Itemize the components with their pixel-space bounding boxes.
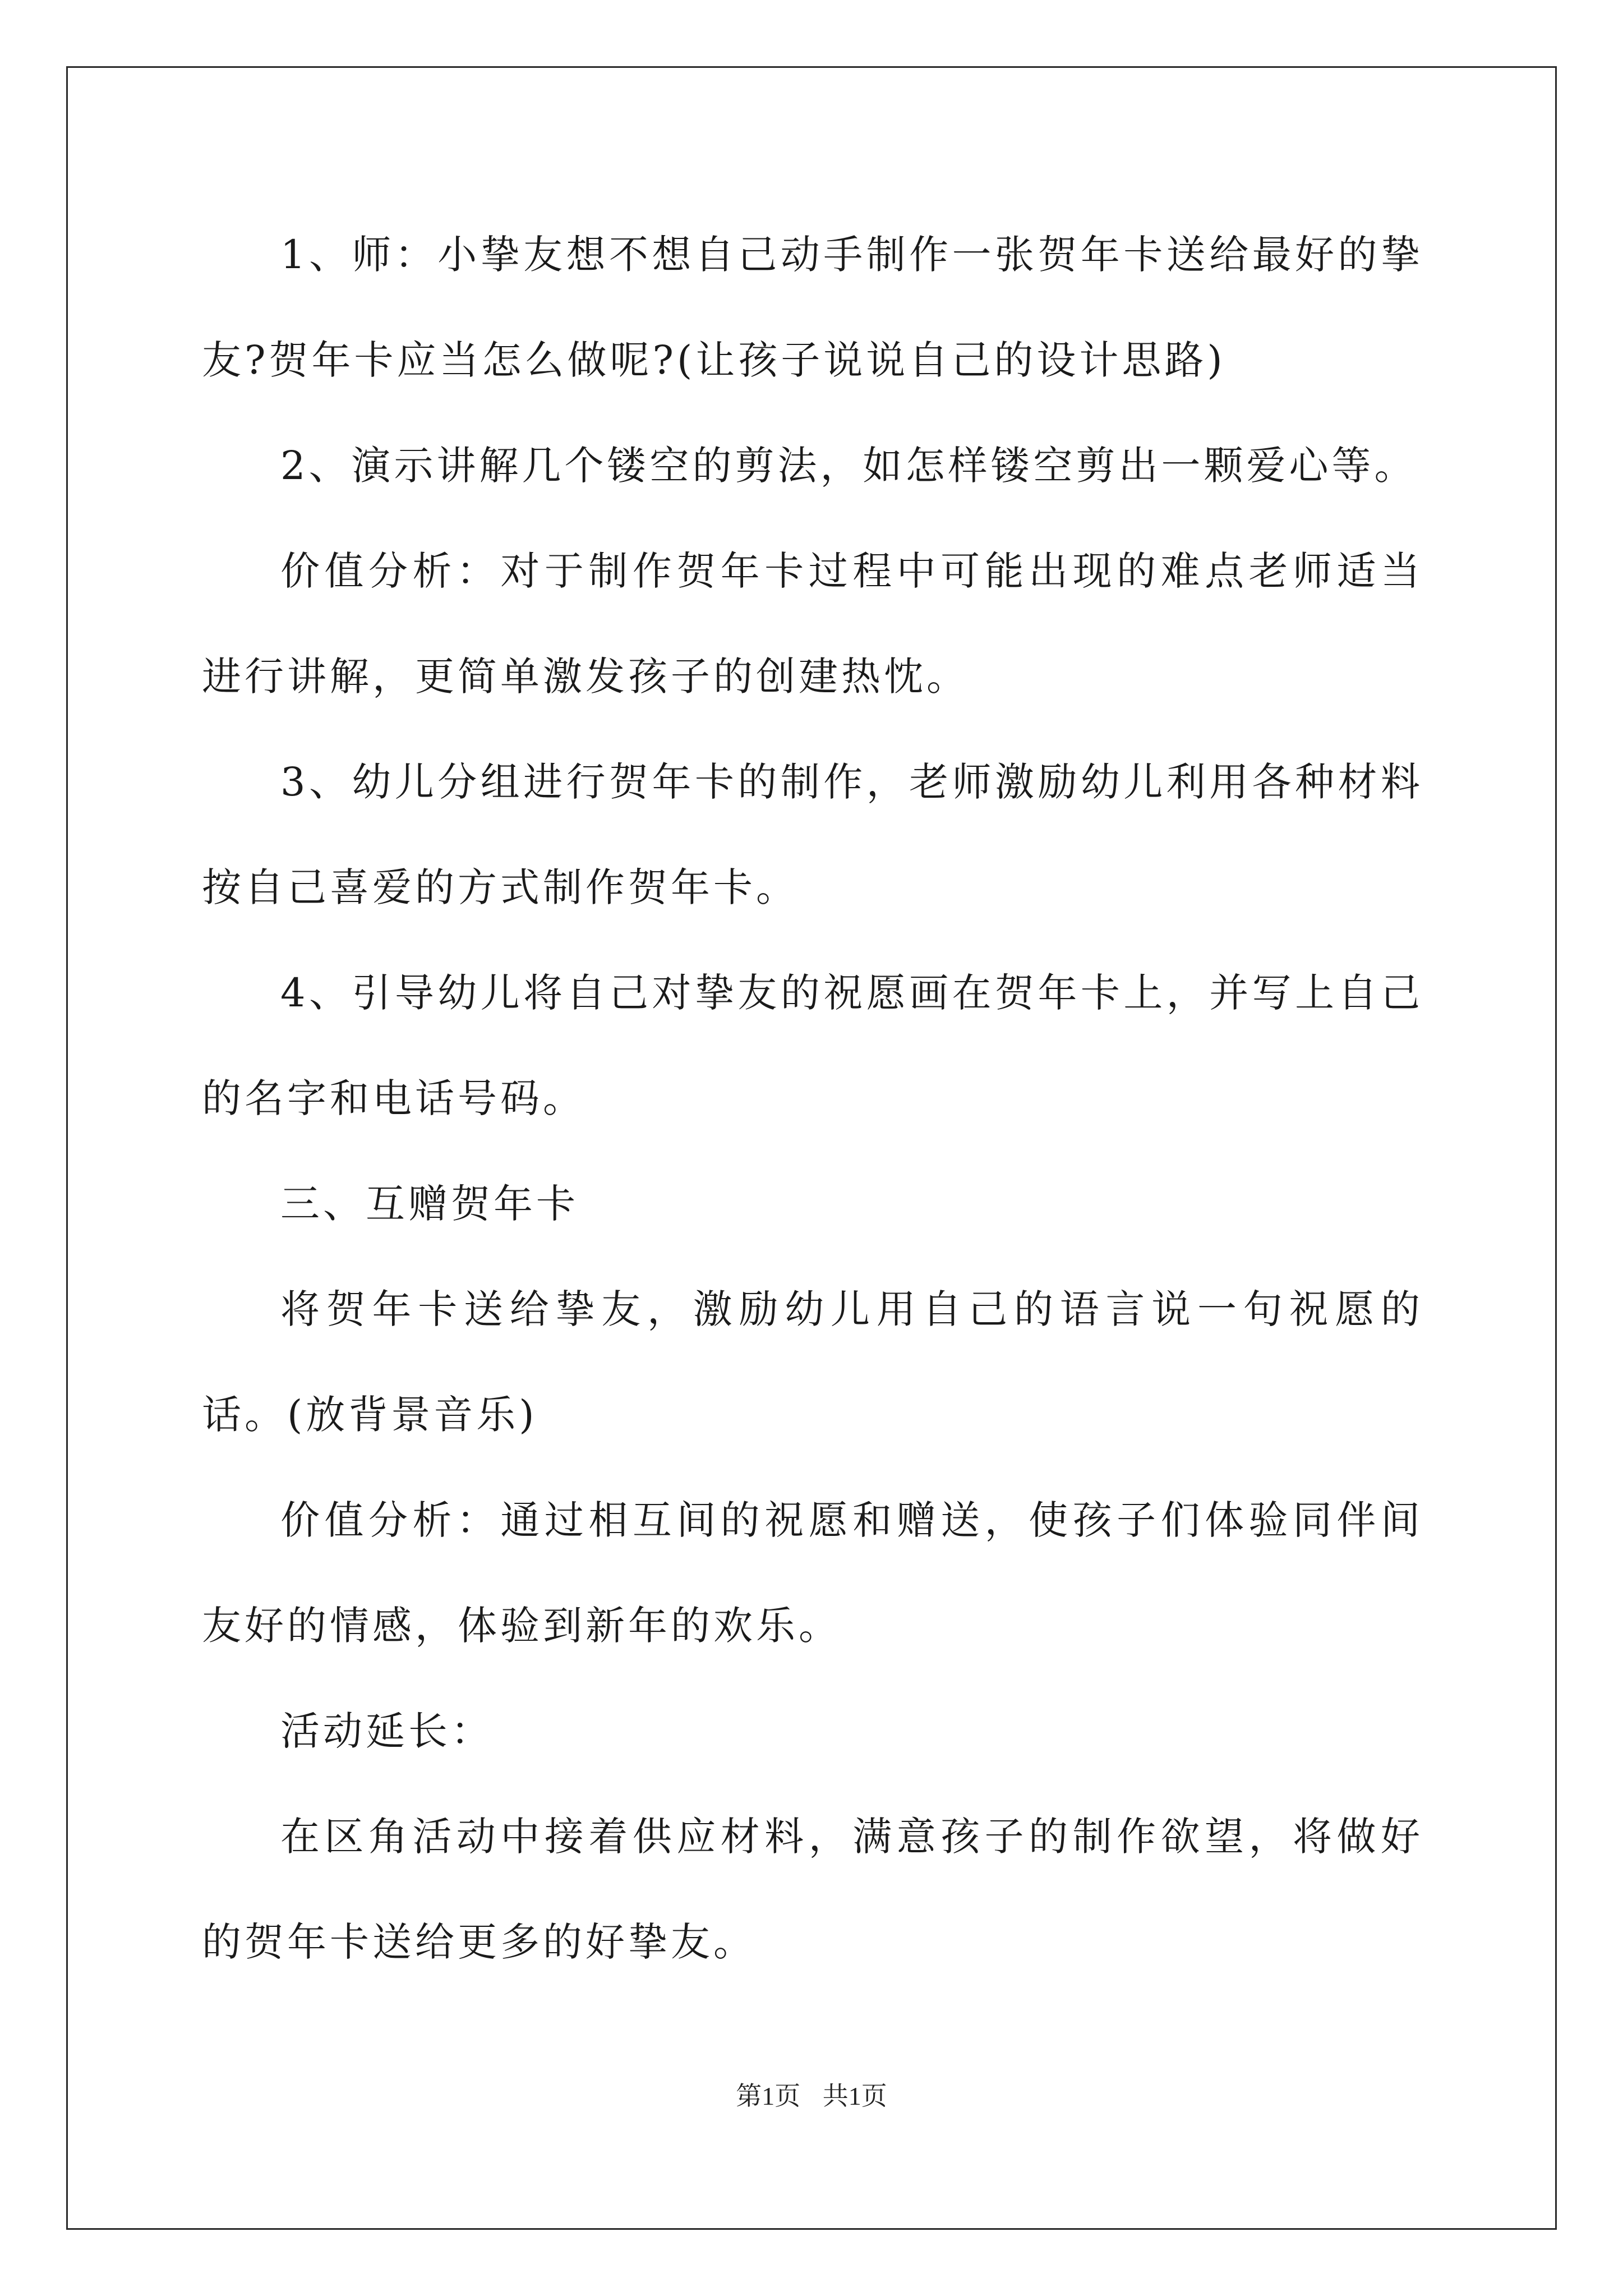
paragraph-2: 2、演示讲解几个镂空的剪法，如怎样镂空剪出一颗爱心等。 [280, 443, 1417, 489]
page-footer [0, 2076, 1623, 2113]
document-body [202, 202, 1423, 1995]
section-heading: 三、互赠贺年卡 [280, 1181, 579, 1227]
paragraph-7: 将贺年卡送给挚友，激励幼儿用自己的语言说一句祝愿的话。(放背景音乐) [202, 1286, 1423, 1438]
paragraph-1: 1、师：小挚友想不想自己动手制作一张贺年卡送给最好的挚友?贺年卡应当怎么做呢?(让孩子说说自己的设计思路) [202, 232, 1423, 383]
page-number-total: 共1页 [822, 2082, 887, 2110]
paragraph-4: 3、幼儿分组进行贺年卡的制作，老师激励幼儿利用各种材料按自己喜爱的方式制作贺年卡。 [202, 759, 1423, 910]
paragraph-3: 价值分析：对于制作贺年卡过程中可能出现的难点老师适当进行讲解，更简单激发孩子的创建热忱。 [202, 548, 1423, 700]
paragraph-9: 活动延长： [280, 1708, 494, 1754]
page-number-current: 第1页 [736, 2082, 801, 2110]
paragraph-10: 在区角活动中接着供应材料，满意孩子的制作欲望，将做好的贺年卡送给更多的好挚友。 [202, 1814, 1423, 1965]
paragraph-5: 4、引导幼儿将自己对挚友的祝愿画在贺年卡上，并写上自己的名字和电话号码。 [202, 970, 1423, 1121]
paragraph-8: 价值分析：通过相互间的祝愿和赠送，使孩子们体验同伴间友好的情感，体验到新年的欢乐。 [202, 1497, 1423, 1649]
